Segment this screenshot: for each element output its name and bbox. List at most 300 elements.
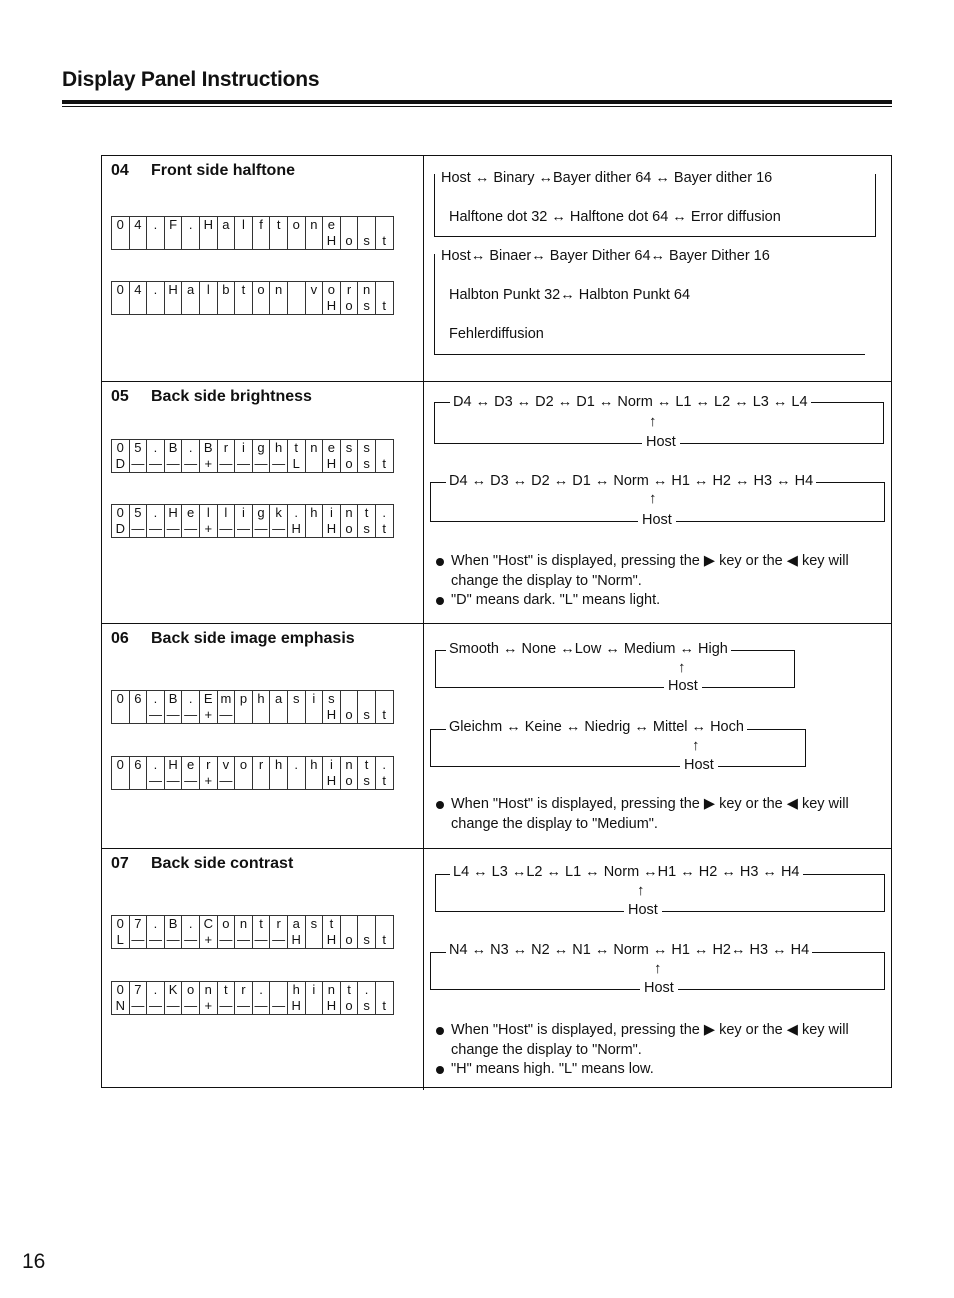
notes-list <box>434 795 884 834</box>
lcd-cell: . <box>252 982 270 999</box>
lcd-cell: . <box>182 691 200 708</box>
lcd-cell: r <box>199 757 217 774</box>
arrow-up-icon: ↑ <box>692 737 700 754</box>
lcd-cell: s <box>287 691 305 708</box>
lcd-cell: — <box>235 456 253 473</box>
lcd-cell: i <box>235 440 253 457</box>
lcd-cell <box>129 707 147 724</box>
header-rule <box>62 100 892 104</box>
lcd-cell <box>112 233 130 250</box>
lcd-cell <box>375 440 393 457</box>
lcd-cell: m <box>217 691 235 708</box>
lcd-row <box>112 233 394 250</box>
lcd-row <box>112 505 394 522</box>
lcd-cell: p <box>235 691 253 708</box>
lcd-cell: N <box>112 998 130 1015</box>
lcd-cell: i <box>323 505 341 522</box>
lcd-cell: 0 <box>112 982 130 999</box>
lcd-cell <box>112 773 130 790</box>
lcd-cell <box>340 217 358 234</box>
lcd-display-german <box>111 281 394 315</box>
lcd-row <box>112 773 394 790</box>
lcd-row <box>112 298 394 315</box>
lcd-cell: . <box>147 217 165 234</box>
lcd-cell: s <box>305 916 323 933</box>
lcd-cell <box>252 298 270 315</box>
lcd-cell <box>164 298 182 315</box>
lcd-row <box>112 757 394 774</box>
lcd-cell: t <box>358 505 376 522</box>
lcd-cell: s <box>358 521 376 538</box>
lcd-cell: — <box>182 932 200 949</box>
lcd-cell: n <box>323 982 341 999</box>
lcd-cell: F <box>164 217 182 234</box>
lcd-cell <box>217 298 235 315</box>
lcd-cell: H <box>164 505 182 522</box>
lcd-cell: — <box>182 773 200 790</box>
lcd-cell: — <box>147 773 165 790</box>
lcd-cell: e <box>323 217 341 234</box>
lcd-cell: e <box>323 440 341 457</box>
section-title <box>111 855 293 873</box>
lcd-cell: n <box>340 757 358 774</box>
lcd-cell: s <box>358 932 376 949</box>
lcd-cell: a <box>217 217 235 234</box>
note-item: When "Host" is displayed, pressing the ▶ key or the ◀ key will change the display to "Norm". <box>434 552 884 591</box>
lcd-cell: 7 <box>129 982 147 999</box>
lcd-row <box>112 440 394 457</box>
lcd-row <box>112 982 394 999</box>
lcd-cell: t <box>358 757 376 774</box>
lcd-cell <box>340 691 358 708</box>
lcd-cell: — <box>217 521 235 538</box>
lcd-cell <box>252 233 270 250</box>
lcd-cell: B <box>164 916 182 933</box>
lcd-cell: — <box>182 707 200 724</box>
lcd-cell: + <box>199 456 217 473</box>
lcd-cell: H <box>323 998 341 1015</box>
lcd-cell: 7 <box>129 916 147 933</box>
lcd-cell: + <box>199 773 217 790</box>
section-title-text: Front side halftone <box>151 162 295 179</box>
lcd-cell: n <box>235 916 253 933</box>
lcd-cell: L <box>287 456 305 473</box>
lcd-cell <box>358 691 376 708</box>
section-number: 05 <box>111 388 129 405</box>
lcd-cell: — <box>182 456 200 473</box>
section-title <box>111 388 312 406</box>
lcd-cell: — <box>270 521 288 538</box>
lcd-cell: H <box>164 757 182 774</box>
lcd-row <box>112 707 394 724</box>
lcd-cell: — <box>147 998 165 1015</box>
lcd-cell: o <box>340 773 358 790</box>
lcd-cell: + <box>199 932 217 949</box>
lcd-cell: 0 <box>112 282 130 299</box>
lcd-display-german <box>111 981 394 1015</box>
lcd-cell: B <box>199 440 217 457</box>
lcd-cell <box>270 298 288 315</box>
lcd-cell: + <box>199 707 217 724</box>
flow-german-line3: Fehlerdiffusion <box>446 326 547 342</box>
lcd-cell: H <box>287 998 305 1015</box>
lcd-cell <box>252 707 270 724</box>
lcd-cell: l <box>199 282 217 299</box>
lcd-cell: t <box>323 916 341 933</box>
lcd-cell: — <box>235 521 253 538</box>
lcd-cell: . <box>147 440 165 457</box>
lcd-cell: — <box>164 932 182 949</box>
lcd-cell: e <box>182 505 200 522</box>
lcd-cell: — <box>270 932 288 949</box>
lcd-cell: — <box>129 521 147 538</box>
lcd-cell <box>129 233 147 250</box>
lcd-cell: . <box>147 505 165 522</box>
lcd-cell: — <box>182 521 200 538</box>
lcd-cell <box>305 932 323 949</box>
lcd-cell: t <box>375 707 393 724</box>
lcd-cell: o <box>340 521 358 538</box>
lcd-cell: s <box>358 233 376 250</box>
lcd-cell: 0 <box>112 757 130 774</box>
lcd-cell <box>129 298 147 315</box>
lcd-cell <box>340 916 358 933</box>
notes-list <box>434 1021 884 1080</box>
flow-english-line2: Halftone dot 32 ↔ Halftone dot 64 ↔ Error diffusion <box>446 209 784 225</box>
lcd-cell: H <box>323 456 341 473</box>
lcd-cell: s <box>358 707 376 724</box>
lcd-cell <box>375 982 393 999</box>
lcd-cell: H <box>164 282 182 299</box>
lcd-cell: — <box>129 998 147 1015</box>
lcd-cell: — <box>235 932 253 949</box>
lcd-cell: . <box>358 982 376 999</box>
lcd-cell: B <box>164 440 182 457</box>
lcd-cell <box>287 282 305 299</box>
lcd-cell: 6 <box>129 691 147 708</box>
flow-english-line1: L4 ↔ L3 ↔L2 ↔ L1 ↔ Norm ↔H1 ↔ H2 ↔ H3 ↔ H4 <box>450 864 803 880</box>
lcd-cell: h <box>270 757 288 774</box>
lcd-cell: — <box>147 456 165 473</box>
lcd-cell: . <box>147 982 165 999</box>
lcd-cell: — <box>147 707 165 724</box>
lcd-cell: — <box>164 773 182 790</box>
lcd-cell: 0 <box>112 217 130 234</box>
lcd-cell: . <box>147 282 165 299</box>
lcd-cell: 6 <box>129 757 147 774</box>
lcd-cell: v <box>305 282 323 299</box>
lcd-cell <box>112 707 130 724</box>
lcd-cell: H <box>323 298 341 315</box>
lcd-cell: H <box>323 521 341 538</box>
lcd-cell: s <box>358 456 376 473</box>
lcd-cell: o <box>340 456 358 473</box>
lcd-cell: H <box>323 932 341 949</box>
flow-german-line2: Halbton Punkt 32↔ Halbton Punkt 64 <box>446 287 693 303</box>
lcd-cell: . <box>182 916 200 933</box>
lcd-display-german <box>111 504 394 538</box>
page-title: Display Panel Instructions <box>62 68 320 91</box>
lcd-row <box>112 916 394 933</box>
lcd-cell: g <box>252 440 270 457</box>
lcd-cell <box>375 691 393 708</box>
lcd-cell: — <box>217 707 235 724</box>
lcd-cell: o <box>287 217 305 234</box>
lcd-row <box>112 998 394 1015</box>
lcd-cell: — <box>270 998 288 1015</box>
lcd-cell: t <box>217 982 235 999</box>
lcd-cell <box>252 773 270 790</box>
arrow-up-icon: ↑ <box>649 490 657 507</box>
section-back-side-image-emphasis <box>102 623 891 849</box>
lcd-cell: 0 <box>112 916 130 933</box>
lcd-cell: o <box>340 932 358 949</box>
lcd-cell <box>182 233 200 250</box>
lcd-cell <box>235 233 253 250</box>
lcd-cell: 0 <box>112 440 130 457</box>
lcd-cell: n <box>340 505 358 522</box>
lcd-cell <box>217 233 235 250</box>
lcd-cell: t <box>375 932 393 949</box>
lcd-cell: . <box>147 691 165 708</box>
lcd-cell: — <box>217 456 235 473</box>
lcd-cell: o <box>182 982 200 999</box>
flow-host-label: Host <box>624 902 662 918</box>
lcd-cell: — <box>164 998 182 1015</box>
lcd-cell: — <box>129 456 147 473</box>
lcd-cell: v <box>217 757 235 774</box>
lcd-cell: n <box>199 982 217 999</box>
section-right-cell <box>424 156 891 381</box>
lcd-cell: H <box>287 932 305 949</box>
lcd-cell: s <box>358 440 376 457</box>
lcd-cell <box>199 298 217 315</box>
lcd-cell: h <box>305 505 323 522</box>
lcd-cell: h <box>305 757 323 774</box>
lcd-cell: i <box>305 982 323 999</box>
lcd-cell <box>270 233 288 250</box>
lcd-cell: o <box>340 298 358 315</box>
arrow-up-icon: ↑ <box>678 659 686 676</box>
lcd-row <box>112 932 394 949</box>
lcd-cell: t <box>252 916 270 933</box>
section-left-cell <box>102 156 424 381</box>
lcd-cell <box>305 233 323 250</box>
section-title-text: Back side contrast <box>151 855 294 872</box>
lcd-cell: n <box>358 282 376 299</box>
lcd-cell: r <box>217 440 235 457</box>
lcd-cell: H <box>323 707 341 724</box>
lcd-cell: t <box>375 998 393 1015</box>
lcd-cell: t <box>375 456 393 473</box>
lcd-cell: r <box>340 282 358 299</box>
lcd-cell <box>305 707 323 724</box>
lcd-cell: D <box>112 521 130 538</box>
lcd-row <box>112 217 394 234</box>
lcd-cell: — <box>252 521 270 538</box>
flow-host-label: Host <box>638 512 676 528</box>
lcd-cell: B <box>164 691 182 708</box>
lcd-cell: n <box>305 217 323 234</box>
section-number: 04 <box>111 162 129 179</box>
lcd-cell: . <box>147 757 165 774</box>
lcd-cell: b <box>217 282 235 299</box>
header-rule-thin <box>62 106 892 107</box>
lcd-cell: — <box>164 521 182 538</box>
lcd-cell: h <box>270 440 288 457</box>
lcd-row <box>112 456 394 473</box>
lcd-cell: D <box>112 456 130 473</box>
lcd-cell: t <box>235 282 253 299</box>
settings-table <box>101 155 892 1088</box>
flow-english-line1: D4 ↔ D3 ↔ D2 ↔ D1 ↔ Norm ↔ L1 ↔ L2 ↔ L3 ↔ L4 <box>450 394 811 410</box>
lcd-cell: t <box>375 773 393 790</box>
lcd-cell: n <box>305 440 323 457</box>
lcd-cell: — <box>164 456 182 473</box>
lcd-cell: — <box>217 998 235 1015</box>
lcd-cell: + <box>199 998 217 1015</box>
lcd-cell <box>112 298 130 315</box>
notes-list <box>434 552 884 611</box>
lcd-cell <box>147 298 165 315</box>
lcd-cell <box>305 298 323 315</box>
lcd-cell: e <box>182 757 200 774</box>
lcd-cell <box>305 456 323 473</box>
note-item: When "Host" is displayed, pressing the ▶ key or the ◀ key will change the display to "Norm". <box>434 1021 884 1060</box>
section-right-cell <box>424 624 891 849</box>
section-title <box>111 630 355 648</box>
section-front-side-halftone <box>102 156 891 381</box>
lcd-cell: o <box>340 233 358 250</box>
lcd-cell: i <box>305 691 323 708</box>
lcd-cell <box>235 298 253 315</box>
arrow-up-icon: ↑ <box>654 960 662 977</box>
flow-host-label: Host <box>640 980 678 996</box>
lcd-cell: — <box>147 521 165 538</box>
lcd-cell: H <box>323 773 341 790</box>
lcd-cell: t <box>340 982 358 999</box>
flow-german-line1: N4 ↔ N3 ↔ N2 ↔ N1 ↔ Norm ↔ H1 ↔ H2↔ H3 ↔ H4 <box>446 942 812 958</box>
page-number: 16 <box>22 1250 46 1273</box>
section-back-side-brightness <box>102 381 891 624</box>
lcd-display-english <box>111 439 394 473</box>
lcd-cell <box>305 773 323 790</box>
flow-german-line1: Gleichm ↔ Keine ↔ Niedrig ↔ Mittel ↔ Hoch <box>446 719 747 735</box>
section-title-text: Back side image emphasis <box>151 630 355 647</box>
lcd-cell: + <box>199 521 217 538</box>
lcd-cell: t <box>375 233 393 250</box>
section-back-side-contrast <box>102 848 891 1090</box>
lcd-cell: — <box>217 932 235 949</box>
lcd-cell: . <box>287 505 305 522</box>
lcd-cell: — <box>252 456 270 473</box>
lcd-cell: o <box>340 998 358 1015</box>
lcd-cell <box>375 282 393 299</box>
lcd-cell <box>270 982 288 999</box>
flow-host-label: Host <box>680 757 718 773</box>
section-right-cell <box>424 849 891 1090</box>
note-item: "H" means high. "L" means low. <box>434 1060 884 1080</box>
lcd-cell: s <box>358 773 376 790</box>
section-right-cell <box>424 382 891 624</box>
lcd-cell: s <box>358 298 376 315</box>
lcd-cell: g <box>252 505 270 522</box>
lcd-cell: — <box>252 998 270 1015</box>
lcd-cell: r <box>252 757 270 774</box>
lcd-cell <box>182 298 200 315</box>
lcd-cell <box>147 233 165 250</box>
lcd-cell: s <box>323 691 341 708</box>
lcd-cell: — <box>235 998 253 1015</box>
lcd-cell: h <box>287 982 305 999</box>
lcd-cell: H <box>199 217 217 234</box>
lcd-cell: o <box>217 916 235 933</box>
arrow-up-icon: ↑ <box>637 882 645 899</box>
section-title-text: Back side brightness <box>151 388 312 405</box>
lcd-cell: . <box>147 916 165 933</box>
lcd-cell: s <box>340 440 358 457</box>
lcd-cell: 0 <box>112 691 130 708</box>
section-left-cell <box>102 624 424 849</box>
lcd-cell: 4 <box>129 282 147 299</box>
lcd-cell <box>270 707 288 724</box>
lcd-cell: t <box>270 217 288 234</box>
lcd-cell: — <box>252 932 270 949</box>
lcd-cell <box>235 773 253 790</box>
lcd-cell: a <box>287 916 305 933</box>
lcd-cell: t <box>375 298 393 315</box>
lcd-cell: — <box>270 456 288 473</box>
lcd-cell <box>129 773 147 790</box>
lcd-cell: o <box>235 757 253 774</box>
flow-host-label: Host <box>642 434 680 450</box>
lcd-cell: . <box>182 217 200 234</box>
lcd-row <box>112 282 394 299</box>
section-left-cell <box>102 849 424 1090</box>
lcd-cell: a <box>182 282 200 299</box>
lcd-cell <box>375 916 393 933</box>
flow-host-label: Host <box>664 678 702 694</box>
lcd-cell: K <box>164 982 182 999</box>
lcd-cell: C <box>199 916 217 933</box>
section-title <box>111 162 295 180</box>
lcd-cell: o <box>252 282 270 299</box>
lcd-cell: L <box>112 932 130 949</box>
section-number: 07 <box>111 855 129 872</box>
lcd-cell <box>199 233 217 250</box>
lcd-display-german <box>111 756 394 790</box>
lcd-cell: l <box>235 217 253 234</box>
lcd-cell: h <box>252 691 270 708</box>
flow-english-line1: Host ↔ Binary ↔Bayer dither 64 ↔ Bayer dither 16 <box>438 170 775 186</box>
lcd-cell: 5 <box>129 505 147 522</box>
lcd-cell: 0 <box>112 505 130 522</box>
lcd-cell: . <box>182 440 200 457</box>
lcd-cell: — <box>129 932 147 949</box>
lcd-cell: — <box>182 998 200 1015</box>
lcd-cell: 4 <box>129 217 147 234</box>
lcd-cell: . <box>287 757 305 774</box>
section-left-cell <box>102 382 424 624</box>
lcd-cell <box>305 998 323 1015</box>
lcd-cell <box>358 217 376 234</box>
flow-german-line1: D4 ↔ D3 ↔ D2 ↔ D1 ↔ Norm ↔ H1 ↔ H2 ↔ H3 ↔ H4 <box>446 473 816 489</box>
lcd-cell: — <box>147 932 165 949</box>
lcd-cell: — <box>217 773 235 790</box>
lcd-cell: . <box>375 757 393 774</box>
section-number: 06 <box>111 630 129 647</box>
lcd-cell: s <box>358 998 376 1015</box>
